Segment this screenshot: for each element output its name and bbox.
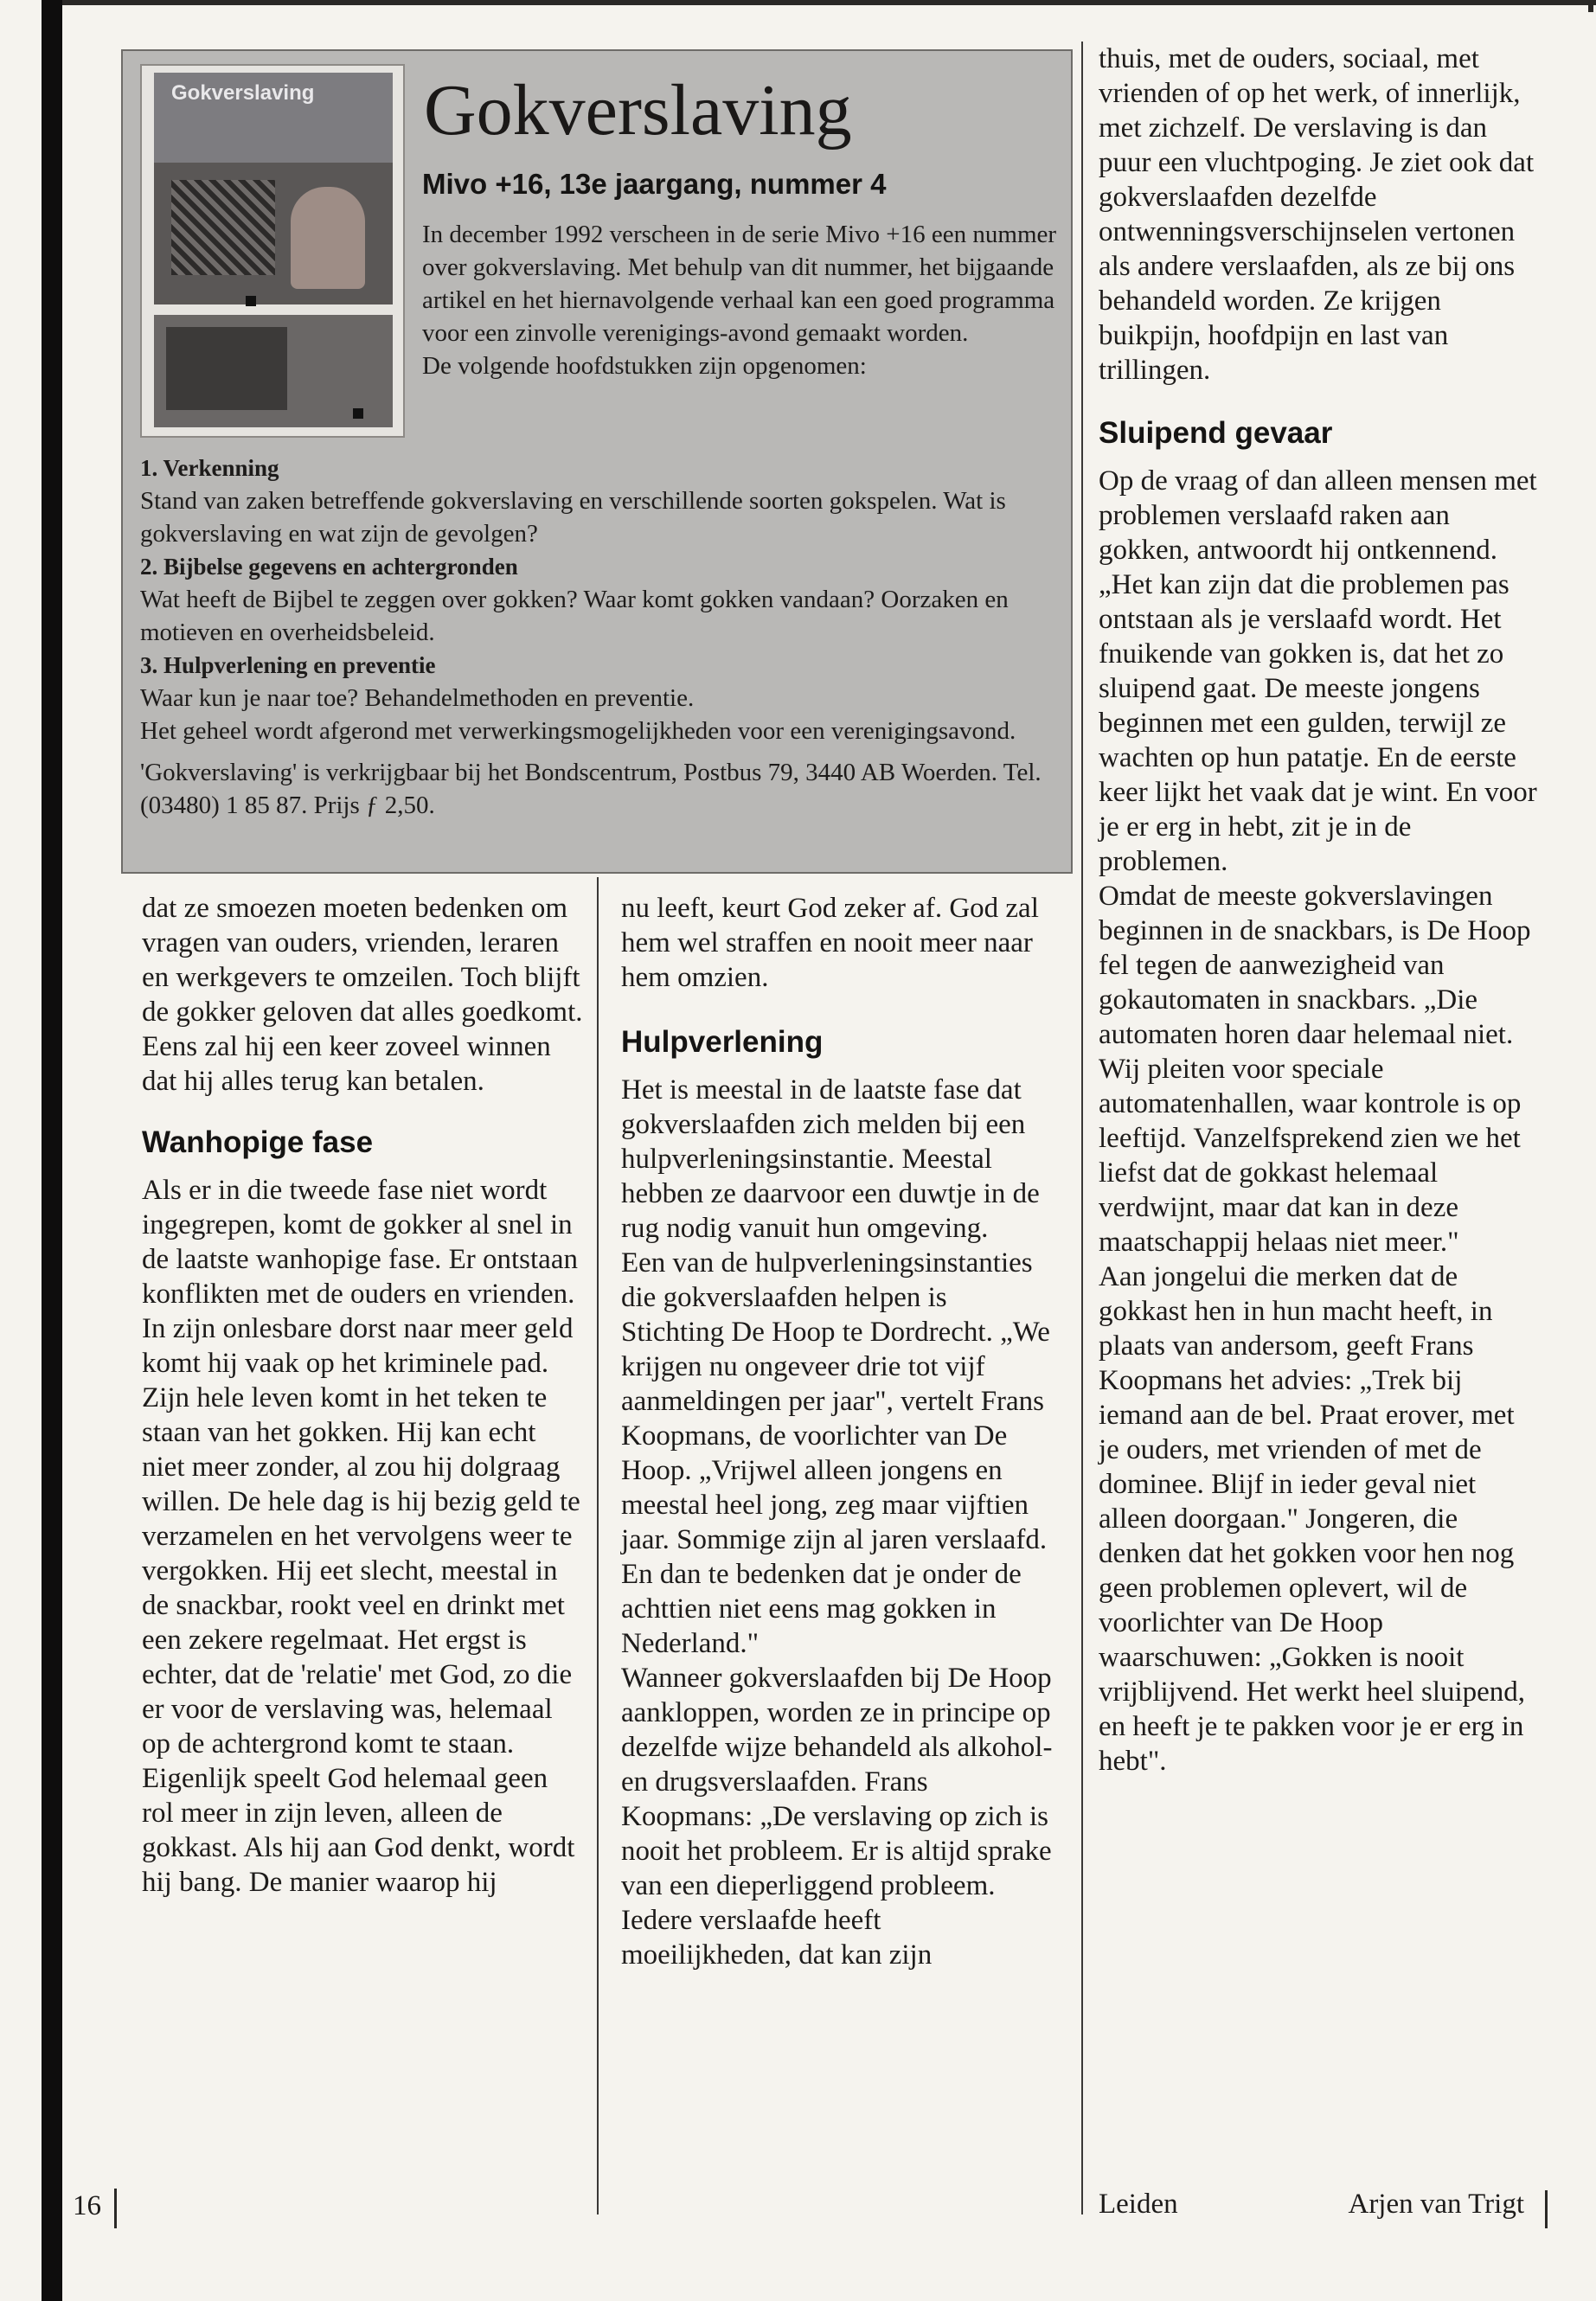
paragraph: dat ze smoezen moeten bedenken om vragen van ouders, vrienden, leraren en werkgevers te omzeilen. Toch blijft de gokker geloven dat alles goedkomt. Eens zal hij een keer zoveel winnen dat hij alles terug kan betalen. bbox=[142, 893, 583, 1097]
article-column-3 bbox=[1099, 42, 1540, 1779]
section-text: Stand van zaken betreffende gokverslaving en verschillende soorten gokspelen. Wat is gokverslaving en wat zijn de gevolgen? bbox=[140, 487, 1006, 548]
section-heading: 3. Hulpverlening en preventie bbox=[140, 652, 436, 678]
box-intro bbox=[422, 218, 1062, 382]
subheading: Sluipend gevaar bbox=[1099, 416, 1333, 450]
paragraph: Op de vraag of dan alleen mensen met problemen verslaafd raken aan gokken, antwoordt hij ontkennend. „Het kan zijn dat die problemen pas ontstaan als je verslaafd wordt. Het fnuikende van gokken is, dat het zo sluipend gaat. De meeste jongens beginnen met een gulden, terwijl ze wachten op hun patatje. En de eerste keer lijkt het vaak dat je wint. En voor je er erg in hebt, zit je in de problemen. bbox=[1099, 465, 1537, 877]
cover-photo-top bbox=[154, 163, 393, 304]
slot-machine-image bbox=[171, 180, 275, 275]
section-text: Wat heeft de Bijbel te zeggen over gokken? Waar komt gokken vandaan? Oorzaken en motieven en overheidsbeleid. bbox=[140, 586, 1009, 646]
intro-paragraph: In december 1992 verscheen in de serie Mivo +16 een nummer over gokverslaving. Met behulp van dit nummer, het bijgaande artikel en het hiernavolgende verhaal kan een goed programma voor een zinvolle verenigings-avond gemaakt worden. bbox=[422, 221, 1057, 347]
section-heading: 2. Bijbelse gegevens en achtergronden bbox=[140, 554, 518, 580]
box-sections bbox=[140, 452, 1057, 822]
person-image bbox=[291, 187, 365, 289]
corner-rule bbox=[1588, 0, 1593, 12]
column-divider bbox=[1081, 42, 1083, 2214]
cover-bullet-square bbox=[246, 296, 256, 306]
cover-title: Gokverslaving bbox=[171, 81, 315, 105]
page-number: 16 bbox=[73, 2190, 101, 2221]
intro-chapters-line: De volgende hoofdstukken zijn opgenomen: bbox=[422, 352, 867, 380]
paragraph: thuis, met de ouders, sociaal, met vrienden of op het werk, of innerlijk, met zichzelf. De verslaving is dan puur een vluchtpoging. Je ziet ook dat gokverslaafden dezelfde ontwenningsverschijnselen vertonen als andere verslaafden, als ze bij ons behandeld worden. Ze krijgen buikpijn, hoofdpijn en last van trillingen. bbox=[1099, 43, 1535, 386]
closing-text: Het geheel wordt afgerond met verwerkingsmogelijkheden voor een verenigingsavond. bbox=[140, 717, 1016, 745]
top-rule bbox=[62, 0, 1596, 5]
paragraph: Het is meestal in de laatste fase dat gokverslaafden zich melden bij een hulpverleningsinstantie. Meestal hebben ze daarvoor een duwtje in de rug nodig vanuit hun omgeving. bbox=[621, 1074, 1040, 1244]
section-heading: 1. Verkenning bbox=[140, 455, 279, 481]
section-text: Waar kun je naar toe? Behandelmethoden en preventie. bbox=[140, 684, 695, 712]
box-title: Gokverslaving bbox=[424, 70, 852, 151]
binding-edge bbox=[42, 0, 62, 2301]
subheading: Wanhopige fase bbox=[142, 1125, 374, 1159]
footer-rule bbox=[1545, 2190, 1548, 2228]
cover-bullet-square bbox=[353, 408, 363, 419]
paragraph: Als er in die tweede fase niet wordt ingegrepen, komt de gokker al snel in de laatste wanhopige fase. Er ontstaan konflikten met de ouders en vrienden. In zijn onlesbare dorst naar meer geld komt hij vaak op het kriminele pad. Zijn hele leven komt in het teken te staan van het gokken. Hij kan echt niet meer zonder, al zou hij dolgraag willen. De hele dag is hij bezig geld te verzamelen en het vervolgens weer te vergokken. Hij eet slecht, meestal in de snackbar, rookt veel en drinkt met een zekere regelmaat. Het ergst is echter, dat de 'relatie' met God, zo die er voor de verslaving was, helemaal op de achtergrond komt te staan. Eigenlijk speelt God helemaal geen rol meer in zijn leven, alleen de gokkast. Als hij aan God denkt, wordt hij bang. De manier waarop hij bbox=[142, 1175, 580, 1898]
paragraph: Aan jongelui die merken dat de gokkast hen in hun macht heeft, in plaats van andersom, geeft Frans Koopmans het advies: „Trek bij iemand aan de bel. Praat erover, met je ouders, met vrienden of met de dominee. Blijf in ieder geval niet alleen doorgaan." Jongeren, die denken dat het gokken voor hen nog geen problemen oplevert, wil de voorlichter van De Hoop waarschuwen: „Gokken is nooit vrijblijvend. Het werkt heel sluipend, en heeft je te pakken voor je er erg in hebt". bbox=[1099, 1261, 1526, 1777]
paragraph: Een van de hulpverleningsinstanties die gokverslaafden helpen is Stichting De Hoop te Dordrecht. „We krijgen nu ongeveer drie tot vijf aanmeldingen per jaar", vertelt Frans Koopmans, de voorlichter van De Hoop. „Vrijwel alleen jongens en meestal heel jong, zeg maar vijftien jaar. Sommige zijn al jaren verslaafd. En dan te bedenken dat je onder de achttien niet eens mag gokken in Nederland." bbox=[621, 1247, 1050, 1659]
paragraph: Wanneer gokverslaafden bij De Hoop aankloppen, worden ze in principe op dezelfde wijze behandeld als alkohol- en drugsverslaafden. Frans Koopmans: „De verslaving op zich is nooit het probleem. Er is altijd sprake van een dieperliggend probleem. Iedere verslaafde heeft moeilijkheden, dat kan zijn bbox=[621, 1663, 1053, 1971]
byline-author: Arjen van Trigt bbox=[1348, 2189, 1524, 2220]
subheading: Hulpverlening bbox=[621, 1025, 824, 1059]
magazine-cover-image bbox=[140, 64, 405, 438]
byline-place: Leiden bbox=[1099, 2189, 1178, 2220]
page-number-rule bbox=[114, 2189, 117, 2228]
paragraph: Omdat de meeste gokverslavingen beginnen in de snackbars, is De Hoop fel tegen de aanwezigheid van gokautomaten in snackbars. „Die automaten horen daar helemaal niet. Wij pleiten voor speciale automatenhallen, waar kontrole is op leeftijd. Vanzelfsprekend zien we het liefst dat de gokkast helemaal verdwijnt, maar dat kan in deze maatschappij helaas niet meer." bbox=[1099, 881, 1531, 1258]
order-info: 'Gokverslaving' is verkrijgbaar bij het Bondscentrum, Postbus 79, 3440 AB Woerden. Tel. (03480) 1 85 87. Prijs ƒ 2,50. bbox=[140, 759, 1042, 819]
paragraph: nu leeft, keurt God zeker af. God zal hem wel straffen en nooit meer naar hem omzien. bbox=[621, 893, 1039, 993]
article-column-1 bbox=[142, 891, 583, 1900]
dark-photo-block bbox=[166, 327, 287, 410]
column-divider bbox=[597, 877, 599, 2214]
box-subtitle: Mivo +16, 13e jaargang, nummer 4 bbox=[422, 168, 887, 200]
article-column-2 bbox=[621, 891, 1057, 1972]
